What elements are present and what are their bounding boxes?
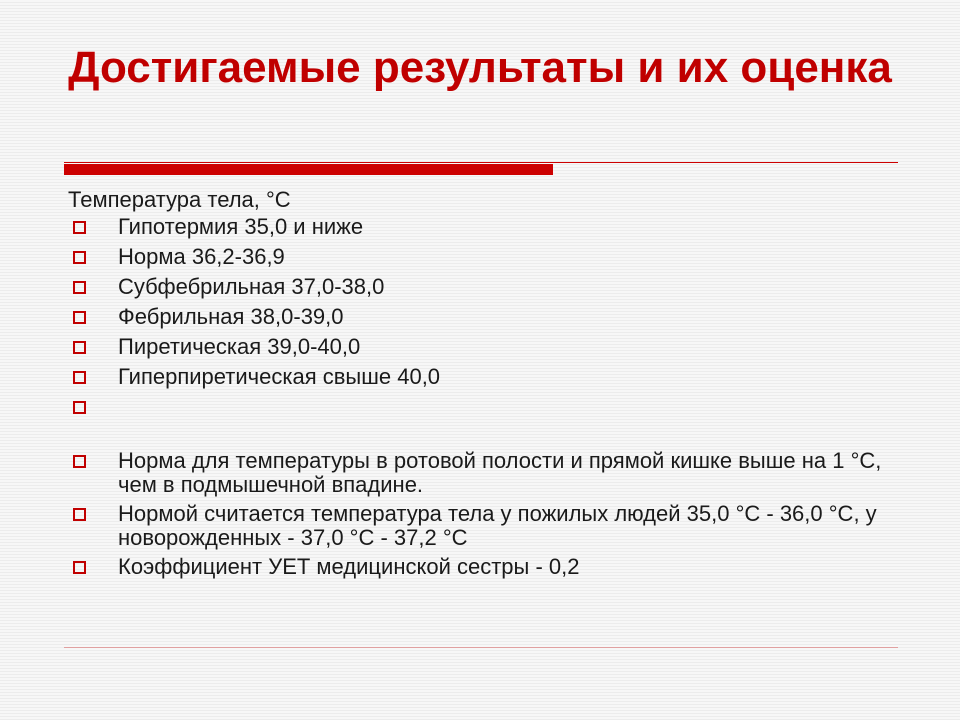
hollow-square-bullet-icon	[73, 508, 86, 521]
hollow-square-bullet-icon	[73, 401, 86, 414]
hollow-square-bullet-icon	[73, 561, 86, 574]
list-item	[68, 364, 898, 389]
list-item	[68, 502, 898, 550]
list-item-text: Пиретическая 39,0-40,0	[118, 334, 361, 359]
hollow-square-bullet-icon	[73, 371, 86, 384]
list-item-text: Субфебрильная 37,0-38,0	[118, 274, 385, 299]
list-item	[68, 274, 898, 299]
list-item-text: Гиперпиретическая свыше 40,0	[118, 364, 441, 389]
list-item-empty	[68, 394, 898, 419]
list-item	[68, 555, 898, 580]
hollow-square-bullet-icon	[73, 281, 86, 294]
hollow-square-bullet-icon	[73, 455, 86, 468]
list-item	[68, 449, 898, 497]
bullet-list	[68, 214, 898, 580]
list-item-text: Фебрильная 38,0-39,0	[118, 304, 344, 329]
hollow-square-bullet-icon	[73, 311, 86, 324]
list-item-text: Коэффициент УЕТ медицинской сестры - 0,2	[118, 554, 580, 579]
list-item	[68, 214, 898, 239]
list-item-text: Норма 36,2-36,9	[118, 244, 285, 269]
hollow-square-bullet-icon	[73, 341, 86, 354]
title-divider-thin	[64, 162, 898, 163]
section-heading: Температура тела, °С	[68, 187, 291, 212]
list-item-text: Норма для температуры в ротовой полости и прямой кишке выше на 1 °С, чем в подмышечной впадине.	[118, 448, 882, 497]
slide-content	[68, 186, 898, 585]
list-item	[68, 244, 898, 269]
hollow-square-bullet-icon	[73, 221, 86, 234]
footer-divider	[64, 647, 898, 648]
title-divider-thick	[64, 164, 553, 175]
list-item-text: Гипотермия 35,0 и ниже	[118, 214, 364, 239]
slide-title: Достигаемые результаты и их оценка	[68, 43, 892, 92]
list-item	[68, 334, 898, 359]
hollow-square-bullet-icon	[73, 251, 86, 264]
list-item-text: Нормой считается температура тела у пожилых людей 35,0 °С - 36,0 °С, у новорожденных - 37,0 °С - 37,2 °С	[118, 501, 877, 550]
list-item	[68, 304, 898, 329]
